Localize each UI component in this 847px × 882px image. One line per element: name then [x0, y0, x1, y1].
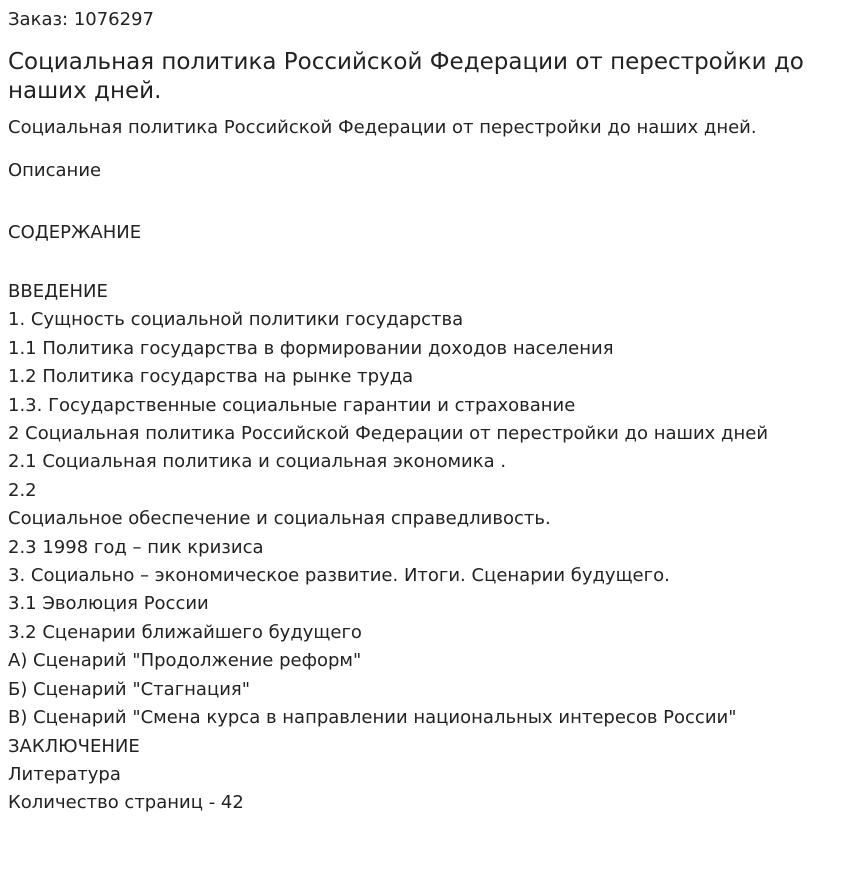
toc-item: 2.3 1998 год – пик кризиса: [8, 536, 264, 558]
toc-item: ВВЕДЕНИЕ: [8, 281, 108, 302]
toc-item: 1. Сущность социальной политики государства: [8, 309, 464, 331]
toc-item: Социальное обеспечение и социальная справедливость.: [8, 508, 551, 530]
toc-item: 2 Социальная политика Российской Федерации от перестройки до наших дней: [8, 423, 769, 445]
order-number: Заказ: 1076297: [8, 9, 154, 30]
toc-item: Б) Сценарий "Стагнация": [8, 678, 251, 700]
page-subtitle: Социальная политика Российской Федерации от перестройки до наших дней.: [8, 117, 757, 138]
toc-item: 1.1 Политика государства в формировании доходов населения: [8, 337, 614, 359]
toc-item: ЗАКЛЮЧЕНИЕ: [8, 735, 140, 757]
table-of-contents: [8, 278, 839, 818]
page-title: Социальная политика Российской Федерации от перестройки до наших дней.: [8, 49, 804, 104]
toc-item: 1.2 Политика государства на рынке труда: [8, 366, 414, 388]
toc-item: 2.1 Социальная политика и социальная экономика .: [8, 451, 507, 473]
toc-item: Количество страниц - 42: [8, 792, 244, 814]
toc-item: 3.2 Сценарии ближайшего будущего: [8, 621, 362, 643]
toc-item: А) Сценарий "Продолжение реформ": [8, 650, 362, 672]
toc-item: Литература: [8, 763, 121, 785]
toc-item: 3.1 Эволюция России: [8, 593, 209, 615]
toc-item: 3. Социально – экономическое развитие. Итоги. Сценарии будущего.: [8, 565, 670, 587]
contents-heading: СОДЕРЖАНИЕ: [8, 222, 142, 243]
description-heading: Описание: [8, 160, 102, 181]
toc-item: 2.2: [8, 479, 37, 501]
toc-item: 1.3. Государственные социальные гарантии и страхование: [8, 394, 576, 416]
toc-item: В) Сценарий "Смена курса в направлении национальных интересов России": [8, 707, 737, 729]
